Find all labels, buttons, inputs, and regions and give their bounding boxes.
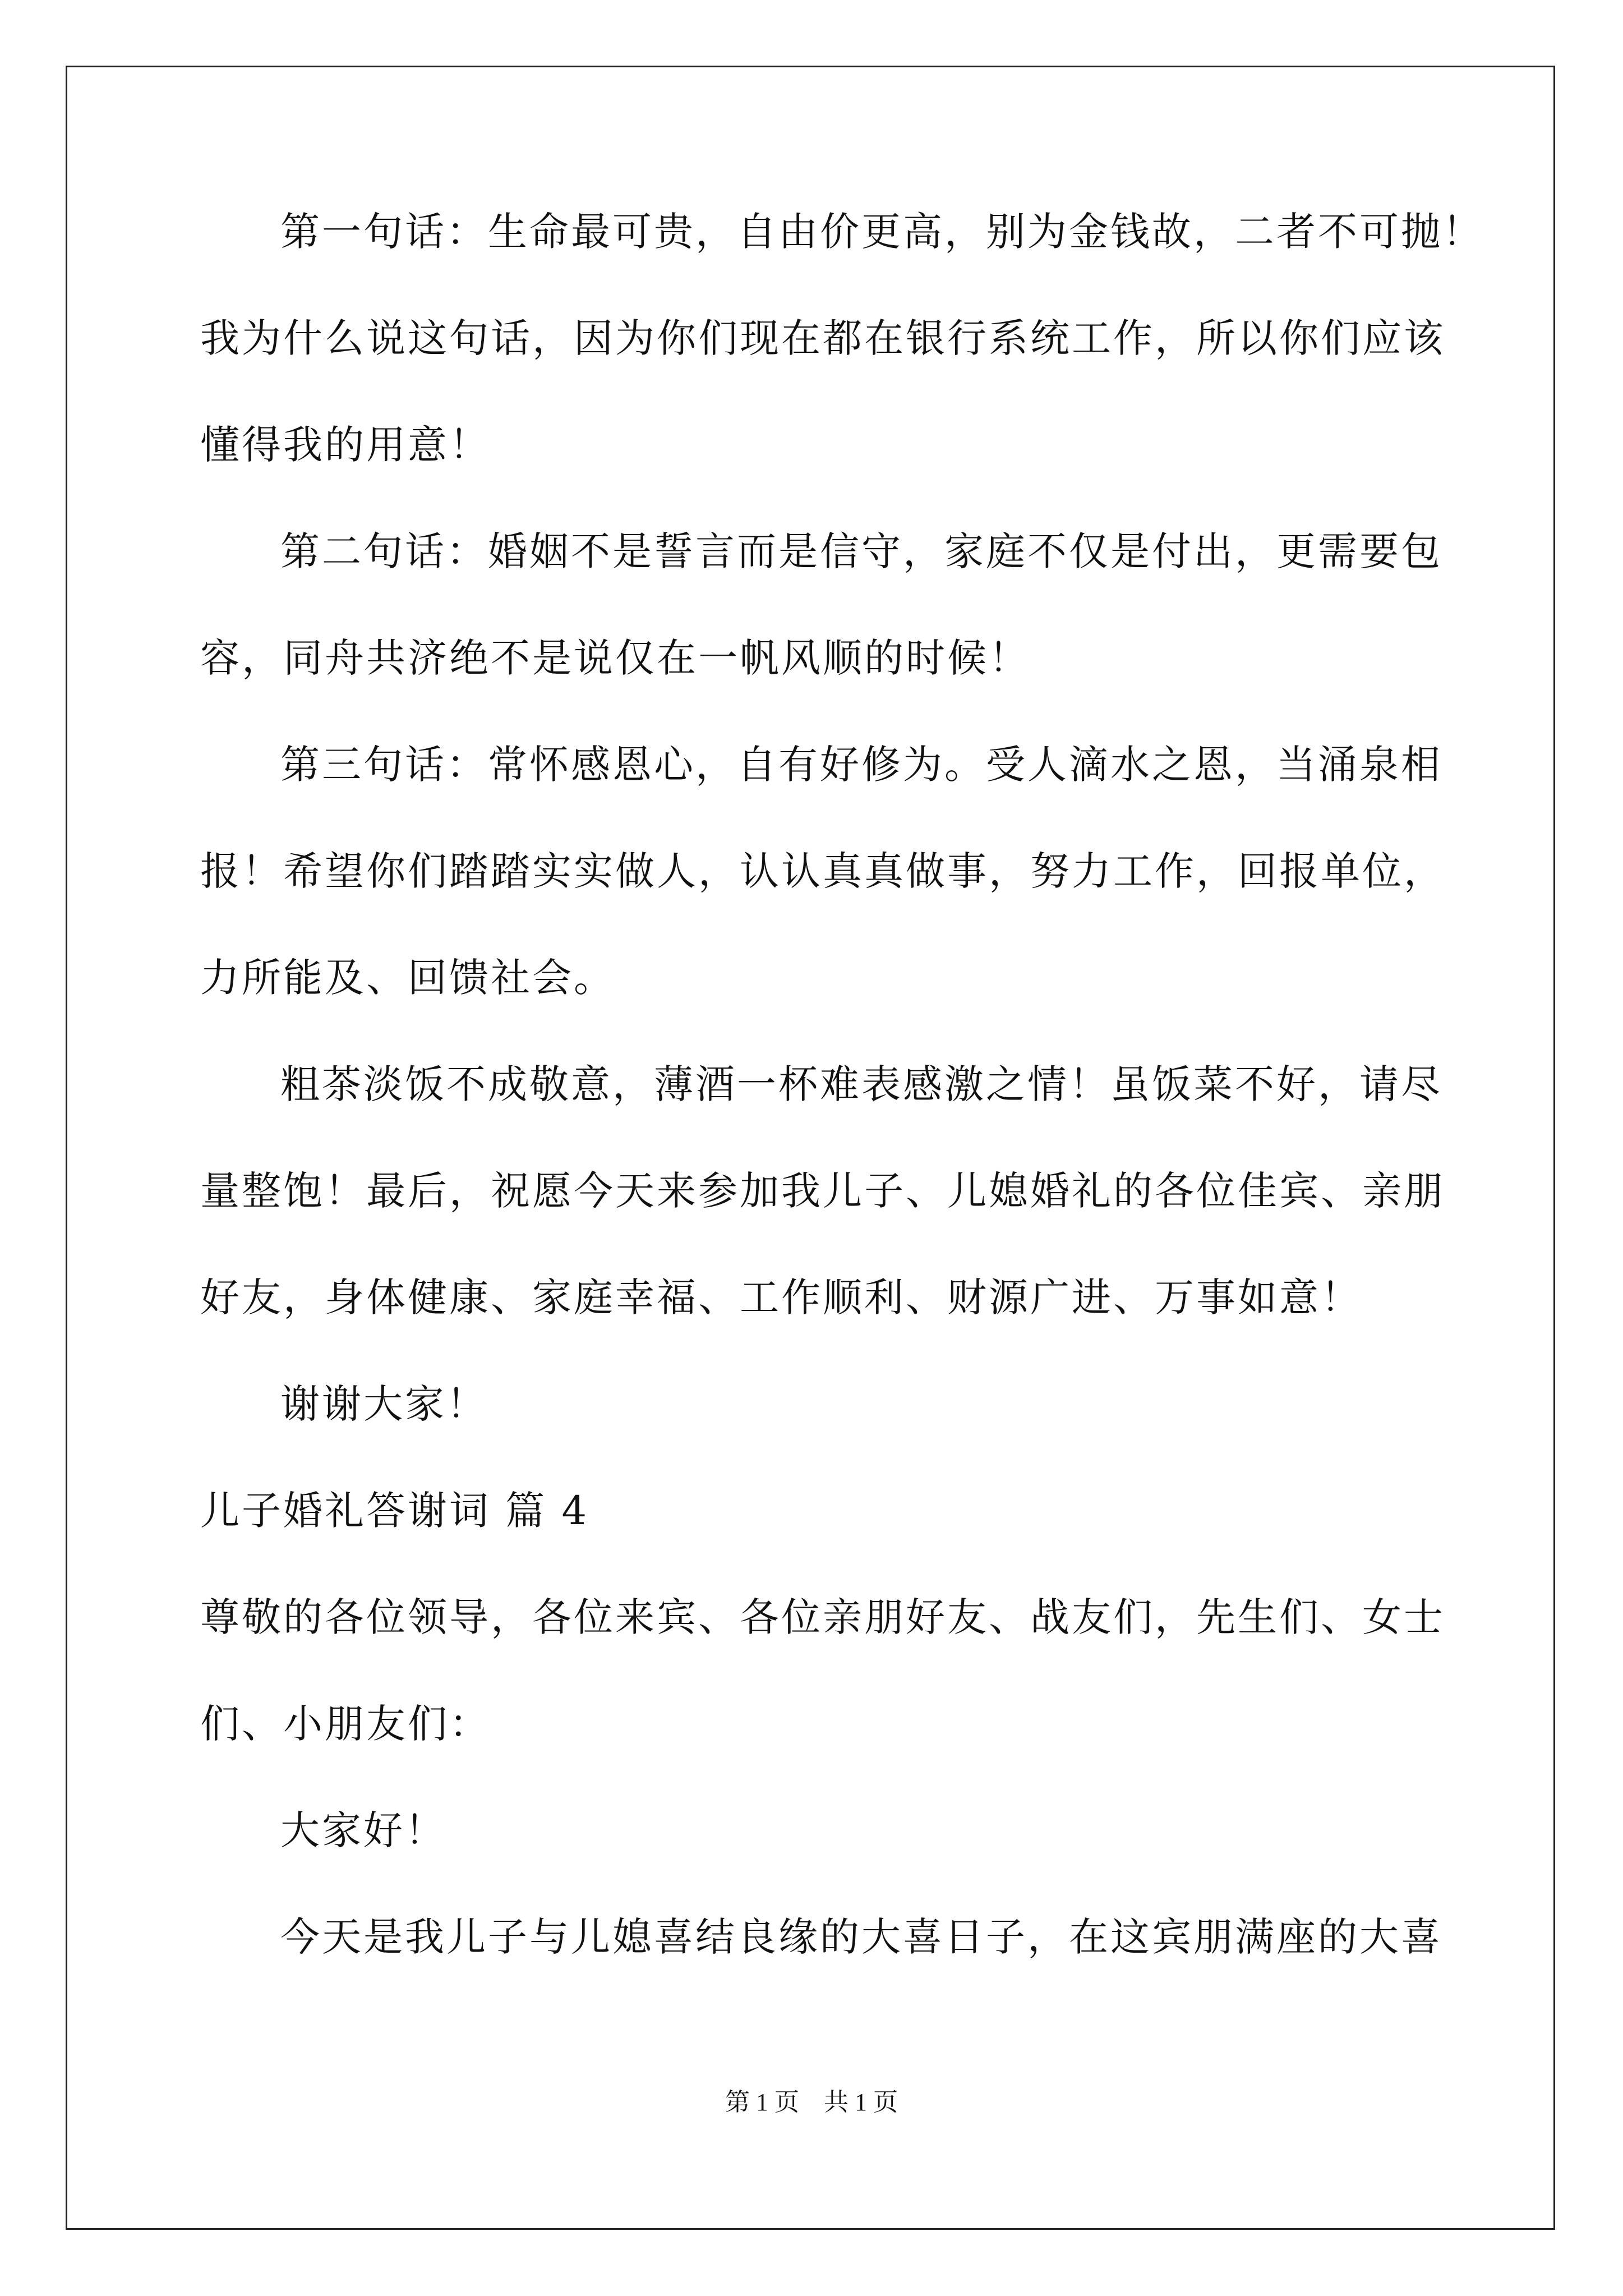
paragraph-line-16: 大家好！: [280, 1807, 446, 1853]
paragraph-line-14: 尊敬的各位领导，各位来宾、各位亲朋好友、战友们，先生们、女士: [200, 1594, 1445, 1640]
paragraph-line-11: 好友，身体健康、家庭幸福、工作顺利、财源广进、万事如意！: [200, 1274, 1362, 1320]
paragraph-line-15: 们、小朋友们：: [200, 1701, 491, 1747]
page-border: [66, 66, 1555, 2230]
paragraph-line-10: 量整饱！最后，祝愿今天来参加我儿子、儿媳婚礼的各位佳宾、亲朋: [200, 1168, 1445, 1214]
paragraph-line-5: 容，同舟共济绝不是说仅在一帆风顺的时候！: [200, 635, 1030, 681]
paragraph-line-2: 我为什么说这句话，因为你们现在都在银行系统工作，所以你们应该: [200, 315, 1445, 361]
paragraph-line-7: 报！希望你们踏踏实实做人，认认真真做事，努力工作，回报单位，: [200, 848, 1445, 894]
paragraph-line-1: 第一句话：生命最可贵，自由价更高，别为金钱故，二者不可抛！: [280, 209, 1484, 255]
section-heading: 儿子婚礼答谢词 篇 4: [200, 1488, 589, 1534]
paragraph-line-3: 懂得我的用意！: [200, 422, 491, 468]
paragraph-line-6: 第三句话：常怀感恩心，自有好修为。受人滴水之恩，当涌泉相: [280, 742, 1442, 788]
paragraph-line-9: 粗茶淡饭不成敬意，薄酒一杯难表感激之情！虽饭菜不好，请尽: [280, 1061, 1442, 1107]
page-footer: 第 1 页 共 1 页: [725, 2088, 898, 2116]
paragraph-line-4: 第二句话：婚姻不是誓言而是信守，家庭不仅是付出，更需要包: [280, 528, 1442, 574]
paragraph-line-17: 今天是我儿子与儿媳喜结良缘的大喜日子，在这宾朋满座的大喜: [280, 1914, 1442, 1960]
paragraph-line-12: 谢谢大家！: [280, 1381, 488, 1427]
paragraph-line-8: 力所能及、回馈社会。: [200, 955, 615, 1001]
